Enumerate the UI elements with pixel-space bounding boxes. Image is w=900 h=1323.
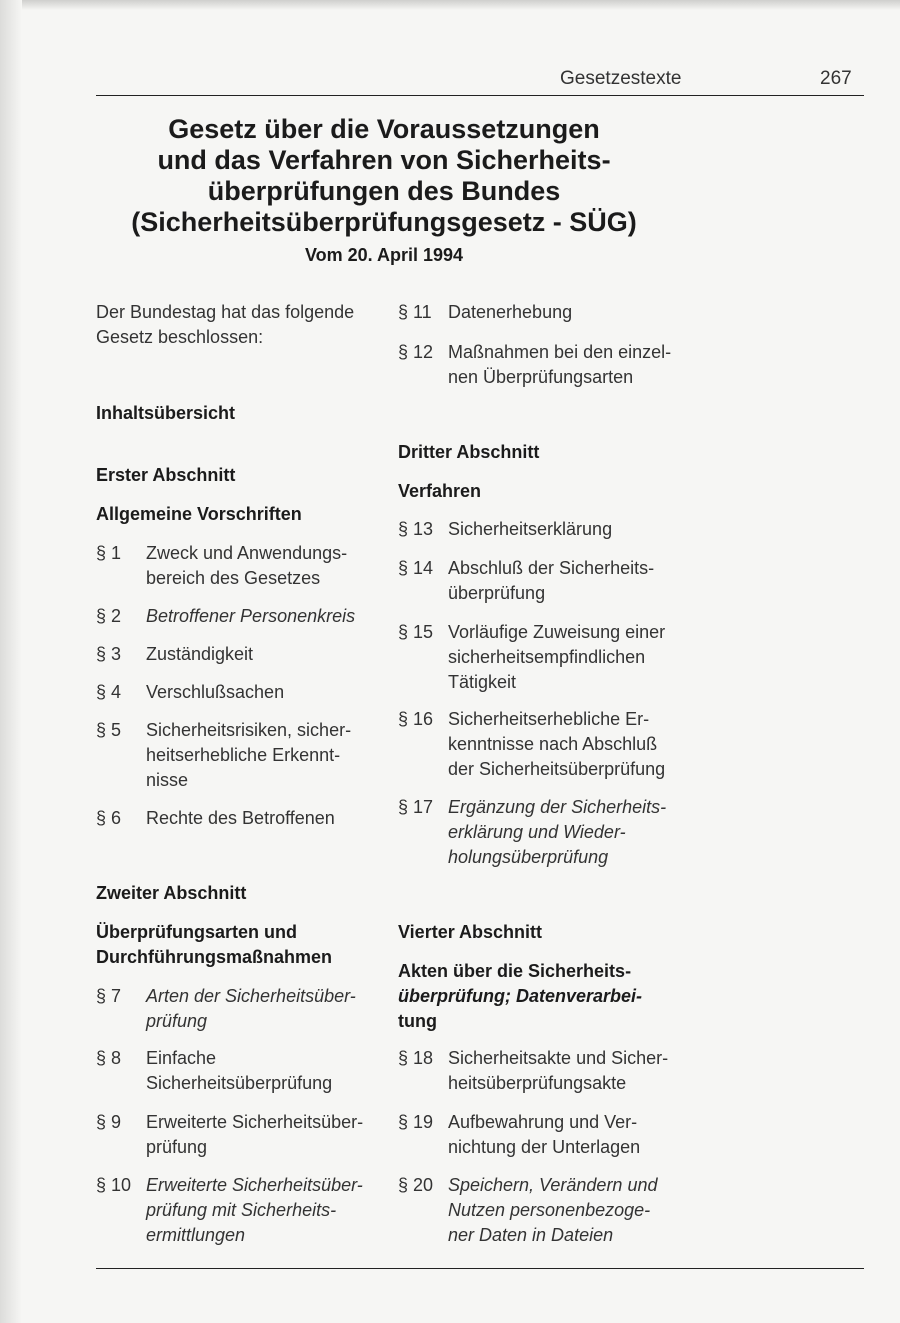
law-title-line: überprüfungen des Bundes — [207, 176, 561, 206]
paragraph-number: § 2 — [96, 606, 122, 626]
page-number: 267 — [820, 68, 852, 89]
entry-line: Sicherheitsakte und Sicher- — [448, 1048, 669, 1068]
toc-entry — [398, 1173, 678, 1248]
section-title: Allgemeine Vorschriften — [96, 504, 302, 524]
entry-line: Einfache — [146, 1048, 217, 1068]
paragraph-number: § 20 — [398, 1175, 434, 1195]
paragraph-number: § 16 — [398, 709, 434, 729]
entry-line: ermittlungen — [146, 1225, 246, 1245]
paragraph-number: § 9 — [96, 1112, 122, 1132]
footer-rule — [96, 1268, 864, 1269]
paragraph-number: § 17 — [398, 797, 434, 817]
section-title — [398, 959, 642, 1034]
paragraph-number: § 15 — [398, 622, 434, 642]
scan-edge-left — [0, 0, 22, 1323]
paragraph-number: § 1 — [96, 543, 122, 563]
entry-line: Tätigkeit — [448, 672, 517, 692]
entry-line: Verschlußsachen — [146, 682, 285, 702]
entry-line: erklärung und Wieder- — [448, 822, 626, 842]
section-title-line: Überprüfungsarten und — [96, 922, 297, 942]
section-title-line: überprüfung; Datenverarbei- — [398, 986, 643, 1006]
entry-line: Vorläufige Zuweisung einer — [448, 622, 666, 642]
entry-line: überprüfung — [448, 583, 546, 603]
toc-entry — [398, 1110, 678, 1160]
section-title-line: Akten über die Sicherheits- — [398, 961, 632, 981]
entry-line: Speichern, Verändern und — [448, 1175, 658, 1195]
enactment-line: Der Bundestag hat das folgende — [96, 302, 355, 322]
section-label: Dritter Abschnitt — [398, 442, 540, 462]
paragraph-number: § 5 — [96, 720, 122, 740]
paragraph-number: § 14 — [398, 558, 434, 578]
entry-line: der Sicherheitsüberprüfung — [448, 759, 666, 779]
toc-entry — [96, 984, 372, 1034]
paragraph-number: § 12 — [398, 342, 434, 362]
section-label: Zweiter Abschnitt — [96, 883, 247, 903]
toc-entry — [398, 707, 678, 782]
section-title — [96, 920, 332, 970]
toc-entry — [96, 642, 372, 667]
toc-heading: Inhaltsübersicht — [96, 403, 236, 423]
paragraph-number: § 3 — [96, 644, 122, 664]
entry-line: prüfung mit Sicherheits- — [146, 1200, 337, 1220]
entry-line: heitsüberprüfungsakte — [448, 1073, 627, 1093]
paragraph-number: § 8 — [96, 1048, 122, 1068]
law-date: Vom 20. April 1994 — [304, 245, 464, 265]
entry-text — [146, 541, 372, 591]
paragraph-number: § 19 — [398, 1112, 434, 1132]
section-title-line: Durchführungsmaßnahmen — [96, 947, 333, 967]
entry-line: Maßnahmen bei den einzel- — [448, 342, 672, 362]
entry-line: nichtung der Unterlagen — [448, 1137, 641, 1157]
paragraph-number: § 7 — [96, 986, 122, 1006]
law-title-line: und das Verfahren von Sicherheits- — [157, 145, 611, 175]
toc-entry — [398, 620, 678, 695]
entry-line: prüfung — [146, 1011, 208, 1031]
law-title — [96, 114, 672, 238]
entry-line: Sicherheitserklärung — [448, 519, 613, 539]
paragraph-number: § 11 — [398, 302, 432, 322]
toc-entry — [96, 806, 372, 831]
entry-line: Zuständigkeit — [146, 644, 254, 664]
paragraph-number: § 18 — [398, 1048, 434, 1068]
entry-line: Aufbewahrung und Ver- — [448, 1112, 638, 1132]
entry-line: Rechte des Betroffenen — [146, 808, 335, 828]
entry-line: sicherheitsempfindlichen — [448, 647, 646, 667]
toc-entry — [398, 517, 678, 542]
toc-entry — [96, 1173, 372, 1248]
scan-edge-top — [0, 0, 900, 10]
entry-line: Ergänzung der Sicherheits- — [448, 797, 667, 817]
paragraph-number: § 13 — [398, 519, 434, 539]
section-label: Erster Abschnitt — [96, 465, 236, 485]
entry-line: Betroffener Personenkreis — [146, 606, 356, 626]
entry-line: bereich des Gesetzes — [146, 568, 321, 588]
entry-line: nen Überprüfungsarten — [448, 367, 634, 387]
toc-entry — [398, 340, 678, 390]
entry-line: heitserhebliche Erkennt- — [146, 745, 341, 765]
entry-line: Sicherheitserhebliche Er- — [448, 709, 650, 729]
paragraph-number: § 6 — [96, 808, 122, 828]
paragraph-number: § 10 — [96, 1175, 132, 1195]
toc-entry — [398, 300, 678, 325]
section-title: Verfahren — [398, 481, 482, 501]
toc-entry — [96, 680, 372, 705]
toc-entry — [96, 718, 372, 793]
toc-entry — [96, 1046, 372, 1096]
section-label: Vierter Abschnitt — [398, 922, 543, 942]
entry-line: nisse — [146, 770, 189, 790]
entry-line: Abschluß der Sicherheits- — [448, 558, 655, 578]
entry-line: Sicherheitsüberprüfung — [146, 1073, 333, 1093]
law-title-line: (Sicherheitsüberprüfungsgesetz - SÜG) — [131, 207, 637, 237]
toc-entry — [96, 541, 372, 591]
header-rule — [96, 95, 864, 96]
toc-entry — [96, 1110, 372, 1160]
entry-line: Nutzen personenbezoge- — [448, 1200, 651, 1220]
toc-entry — [398, 556, 678, 606]
entry-line: Zweck und Anwendungs- — [146, 543, 348, 563]
toc-entry — [398, 1046, 678, 1096]
entry-line: Erweiterte Sicherheitsüber- — [146, 1112, 364, 1132]
entry-line: prüfung — [146, 1137, 208, 1157]
entry-line: holungsüberprüfung — [448, 847, 609, 867]
toc-entry — [398, 795, 678, 870]
entry-line: Sicherheitsrisiken, sicher- — [146, 720, 352, 740]
section-title-line: tung — [398, 1011, 437, 1031]
running-title: Gesetzestexte — [560, 68, 682, 89]
entry-line: Erweiterte Sicherheitsüber- — [146, 1175, 363, 1195]
entry-line: Arten der Sicherheitsüber- — [146, 986, 356, 1006]
enactment-clause — [96, 300, 376, 350]
entry-line: kenntnisse nach Abschluß — [448, 734, 658, 754]
enactment-line: Gesetz beschlossen: — [96, 327, 264, 347]
entry-line: ner Daten in Dateien — [448, 1225, 614, 1245]
toc-entry — [96, 604, 372, 629]
law-title-line: Gesetz über die Voraussetzungen — [168, 114, 600, 144]
entry-line: Datenerhebung — [448, 302, 573, 322]
paragraph-number: § 4 — [96, 682, 122, 702]
